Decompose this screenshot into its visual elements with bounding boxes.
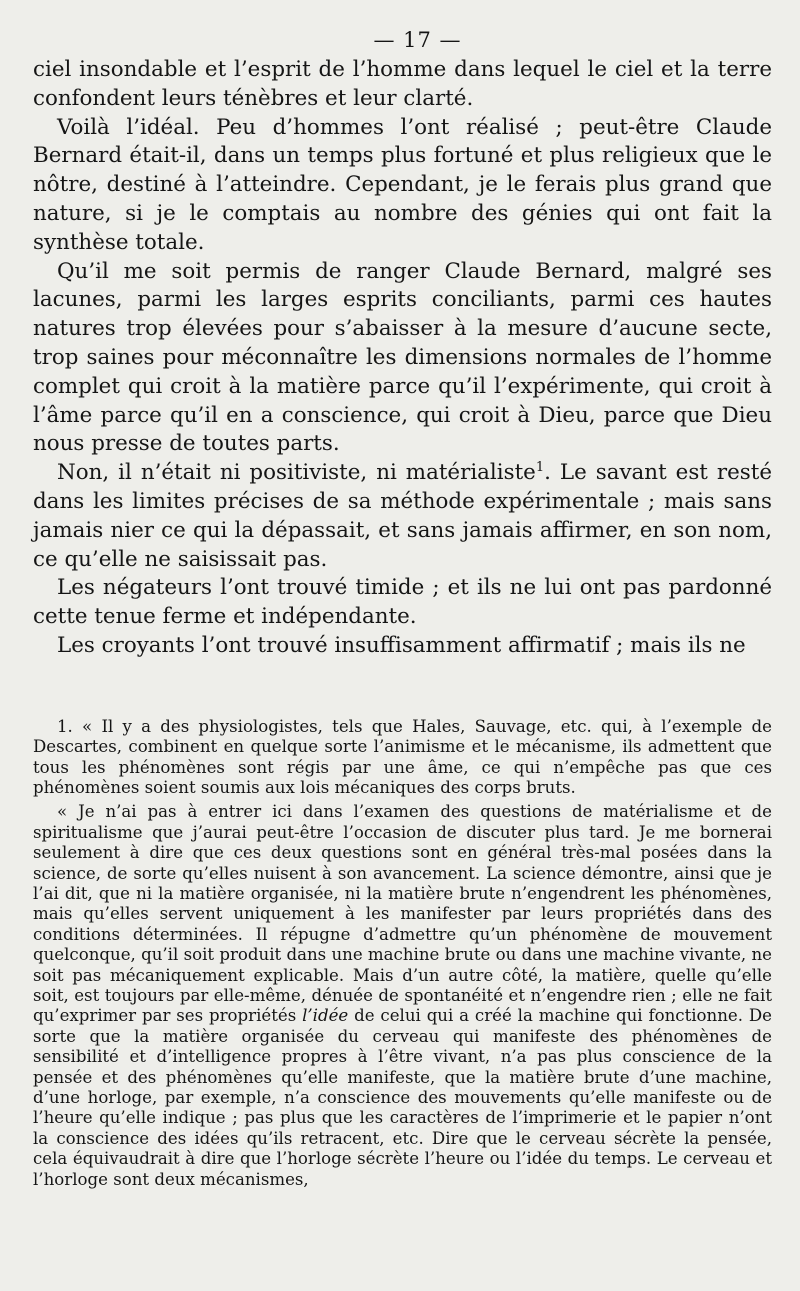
- paragraph-2: Voilà l’idéal. Peu d’hommes l’ont réalisé ; peut-être Claude Bernard était-il, dans un temps plus fortuné et plus religieux que le nôtre, destiné à l’atteindre. Cependant, je le ferais plus grand que nature, si je le comptais au nombre des génies qui ont fait la synthèse totale.: [33, 114, 772, 255]
- footnote-1-continued: [33, 802, 772, 1190]
- paragraph-4-end: . Le savant est resté dans les limites précises de sa méthode expérimentale ; mais sans jamais nier ce qui la dépassait, et sans jamais affirmer, en son nom, ce qu’elle ne saisissait pas.: [33, 460, 772, 572]
- footnote-text-b: de celui qui a créé la machine qui fonctionne. De sorte que la matière organisée du cerveau qui manifeste des phénomènes de sensibilité et d’intelligence propres à l’être vivant, n’a pas plus conscience de la pensée et des phénomènes qu’elle manifeste, que la matière brute d’une machine, d’une horloge, par exemple, n’a conscience des mouvements qu’elle manifeste ou de l’heure qu’elle indique ; pas plus que les caractères de l’imprimerie et le papier n’ont la conscience des idées qu’ils retracent, etc. Dire que le cerveau sécrète la pensée, cela équivaudrait à dire que l’horloge sécrète l’heure ou l’idée du temps. Le cerveau et l’horloge sont deux mécanismes,: [33, 1006, 772, 1189]
- paragraph-4-start: Non, il n’était ni positiviste, ni matérialiste: [57, 460, 536, 486]
- paragraph-1: ciel insondable et l’esprit de l’homme dans lequel le ciel et la terre confondent leurs ténèbres et leur clarté.: [33, 57, 772, 111]
- paragraph-5: Les négateurs l’ont trouvé timide ; et ils ne lui ont pas pardonné cette tenue ferme et indépendante.: [33, 575, 772, 630]
- footnote-1: 1. « Il y a des physiologistes, tels que Hales, Sauvage, etc. qui, à l’exemple de Descartes, combinent en quelque sorte l’animisme et le mécanisme, ils admettent que tous les phénomènes sont régis par une âme, ce qui n’empêche pas que ces phénomènes soient soumis aux lois mécaniques des corps bruts.: [33, 716, 772, 797]
- main-text: [33, 56, 772, 661]
- paragraph-6: Les croyants l’ont trouvé insuffisamment affirmatif ; mais ils ne: [57, 632, 746, 658]
- footnote-text-a: « Je n’ai pas à entrer ici dans l’examen des questions de matérialisme et de spiritualisme que j’aurai peut-être l’occasion de discuter plus tard. Je me bornerai seulement à dire que ces deux questions sont en général très-mal posées dans la science, de sorte qu’elles nuisent à son avancement. La science démontre, ainsi que je l’ai dit, que ni la matière organisée, ni la matière brute n’engendrent les phénomènes, mais qu’elles servent uniquement à les manifester par leurs propriétés dans des conditions déterminées. Il répugne d’admettre qu’un phénomène de mouvement quelconque, qu’il soit produit dans une machine brute ou dans une machine vivante, ne soit pas mécaniquement explicable. Mais d’un autre côté, la matière, quelle qu’elle soit, est toujours par elle-même, dénuée de spontanéité et n’engendre rien ; elle ne fait qu’exprimer par ses propriétés: [33, 802, 772, 1026]
- footnote-italic-word: l’idée: [302, 1006, 349, 1026]
- paragraph-4: [33, 459, 772, 574]
- footnotes: [33, 717, 772, 1190]
- footnote-reference: 1: [535, 460, 545, 476]
- page-number: — 17 —: [373, 28, 462, 52]
- paragraph-3: Qu’il me soit permis de ranger Claude Bernard, malgré ses lacunes, parmi les larges esprits conciliants, parmi ces hautes natures trop élevées pour s’abaisser à la mesure d’aucune secte, trop saines pour méconnaître les dimensions normales de l’homme complet qui croit à la matière parce qu’il l’expérimente, qui croit à l’âme parce qu’il en a conscience, qui croit à Dieu, parce que Dieu nous presse de toutes parts.: [33, 258, 772, 457]
